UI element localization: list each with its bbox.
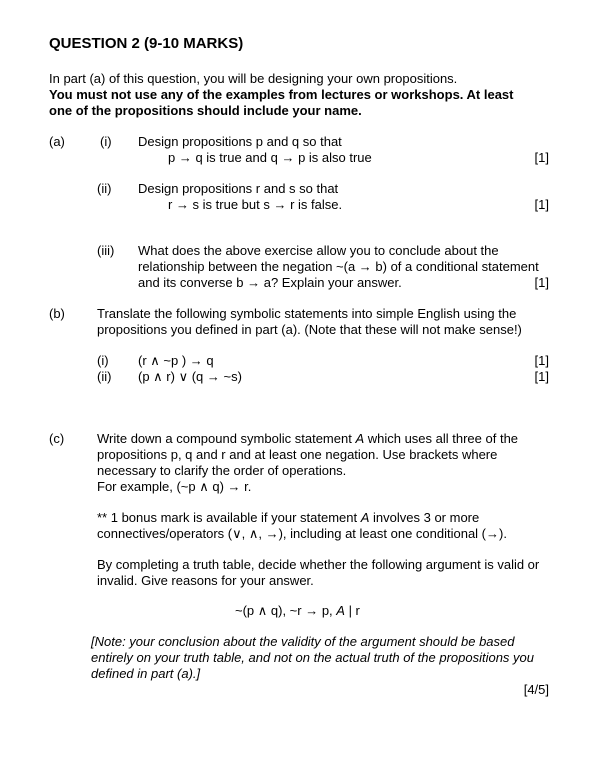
- truth-table-line-1: By completing a truth table, decide whether the following argument is valid or: [97, 557, 540, 572]
- part-b-ii-number: (ii): [97, 369, 112, 384]
- part-c-mark: [4/5]: [523, 682, 549, 697]
- part-b-i-mark: [1]: [534, 353, 549, 368]
- part-a-iii-line-2: relationship between the negation ~(a → b) of a conditional statement: [138, 259, 539, 274]
- bonus-line-2: connectives/operators (∨, ∧, →), including at least one conditional (→).: [97, 526, 507, 541]
- bonus-a-variable: A: [360, 510, 370, 525]
- intro-line-3: one of the propositions should include your name.: [49, 103, 362, 118]
- part-a-i-number: (i): [100, 134, 112, 149]
- part-b-line-1: Translate the following symbolic statements into simple English using the: [97, 306, 517, 321]
- part-a-i-line-2: p → q is true and q → p is also true: [168, 150, 372, 165]
- argument-a-variable: A: [336, 603, 345, 618]
- part-a-iii-line-1: What does the above exercise allow you to conclude about the: [138, 243, 499, 258]
- statement-a-variable: A: [355, 431, 365, 446]
- part-b-i-number: (i): [97, 353, 109, 368]
- question-title: QUESTION 2 (9-10 MARKS): [49, 35, 244, 52]
- part-a-ii-mark: [1]: [534, 197, 549, 212]
- part-b-ii-expression: (p ∧ r) ∨ (q → ~s): [138, 369, 242, 384]
- part-b-ii-mark: [1]: [534, 369, 549, 384]
- part-c-example: For example, (~p ∧ q) → r.: [97, 479, 252, 494]
- bonus-line-1: ** 1 bonus mark is available if your statement A involves 3 or more: [97, 510, 480, 525]
- part-c-label: (c): [49, 431, 65, 446]
- note-line-3: defined in part (a).]: [91, 666, 201, 681]
- part-c-line-3: necessary to clarify the order of operations.: [97, 463, 347, 478]
- part-a-i-mark: [1]: [534, 150, 549, 165]
- part-b-line-2: propositions you defined in part (a). (Note that these will not make sense!): [97, 322, 522, 337]
- part-b-label: (b): [49, 306, 65, 321]
- part-a-iii-line-3: and its converse b → a? Explain your answer.: [138, 275, 402, 290]
- part-a-iii-number: (iii): [97, 243, 115, 258]
- part-a-label: (a): [49, 134, 65, 149]
- part-c-line-2: propositions p, q and r and at least one negation. Use brackets where: [97, 447, 498, 462]
- intro-line-2: You must not use any of the examples from lectures or workshops. At least: [49, 87, 514, 102]
- part-a-ii-line-1: Design propositions r and s so that: [138, 181, 339, 196]
- part-c-line-1: Write down a compound symbolic statement A which uses all three of the: [97, 431, 519, 446]
- part-a-iii-mark: [1]: [534, 275, 549, 290]
- truth-table-line-2: invalid. Give reasons for your answer.: [97, 573, 314, 588]
- part-a-i-line-1: Design propositions p and q so that: [138, 134, 342, 149]
- note-line-1: [Note: your conclusion about the validity of the argument should be based: [91, 634, 515, 649]
- part-b-i-expression: (r ∧ ~p ) → q: [138, 353, 214, 368]
- part-a-ii-line-2: r → s is true but s → r is false.: [168, 197, 343, 212]
- argument-expression: ~(p ∧ q), ~r → p, A | r: [235, 603, 360, 618]
- part-a-ii-number: (ii): [97, 181, 112, 196]
- intro-line-1: In part (a) of this question, you will be designing your own propositions.: [49, 71, 458, 86]
- note-line-2: entirely on your truth table, and not on the actual truth of the propositions you: [91, 650, 535, 665]
